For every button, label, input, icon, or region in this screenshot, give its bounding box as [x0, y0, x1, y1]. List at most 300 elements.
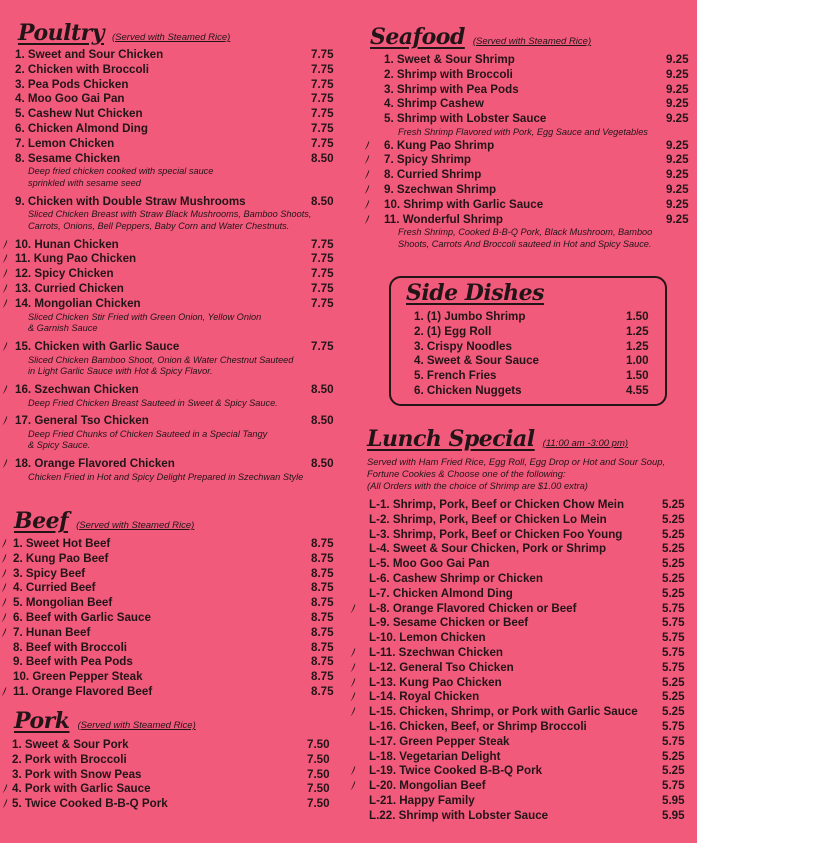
menu-item-name: 3. Spicy Beef	[13, 566, 86, 580]
menu-item-row	[340, 661, 690, 676]
menu-item-name: 10. Shrimp with Garlic Sauce	[384, 197, 544, 211]
menu-item-name: 1. Sweet Hot Beef	[13, 537, 111, 550]
chili-pepper-icon	[2, 341, 8, 352]
menu-item	[0, 92, 340, 107]
menu-item-row	[400, 384, 660, 399]
menu-item-name: 2. Kung Pao Beef	[13, 551, 109, 565]
menu-item-price: 5.75	[662, 631, 685, 645]
chili-pepper-icon	[2, 253, 8, 264]
menu-item-description: in Light Garlic Sauce with Hot & Spicy Flavor.	[28, 366, 213, 377]
menu-item-name: 4. Pork with Garlic Sauce	[12, 782, 151, 796]
menu-item-name: 2. (1) Egg Roll	[414, 324, 492, 338]
menu-item	[360, 139, 695, 154]
menu-item	[0, 670, 340, 685]
menu-item-name: 8. Sesame Chicken	[15, 151, 121, 165]
menu-item	[0, 782, 340, 797]
menu-item-row	[0, 252, 340, 267]
menu-item-price: 8.75	[311, 551, 334, 565]
menu-item-name: 7. Lemon Chicken	[15, 136, 115, 150]
menu-item	[340, 572, 690, 587]
menu-item-price: 9.25	[666, 182, 689, 196]
menu-item	[360, 153, 695, 168]
chili-pepper-icon	[1, 627, 7, 638]
menu-item-row	[0, 537, 340, 552]
chili-pepper-icon	[350, 677, 356, 688]
menu-item-description: Chicken Fried in Hot and Spicy Delight Prepared in Szechwan Style	[28, 471, 304, 482]
menu-item-name: L-12. General Tso Chicken	[369, 660, 514, 674]
menu-item-price: 8.75	[311, 537, 334, 550]
menu-item	[0, 252, 340, 267]
menu-item-row	[340, 764, 690, 779]
menu-item-name: 3. Pea Pods Chicken	[15, 77, 129, 91]
menu-item-price: 5.25	[662, 690, 685, 704]
menu-item-price: 8.75	[311, 684, 334, 698]
menu-item-name: 6. Kung Pao Shrimp	[384, 138, 495, 152]
menu-item-name: 5. Twice Cooked B-B-Q Pork	[12, 797, 168, 811]
menu-item-name: 8. Curried Shrimp	[384, 168, 482, 182]
menu-item-price: 5.25	[662, 586, 685, 600]
pork-title: Pork	[14, 708, 70, 734]
menu-item-row	[0, 768, 340, 783]
menu-item-price: 7.75	[311, 296, 334, 310]
menu-item-price: 5.75	[662, 645, 685, 659]
menu-item-name: 10. Green Pepper Steak	[13, 670, 143, 684]
seafood-note: (Served with Steamed Rice)	[472, 36, 592, 47]
menu-item-price: 9.25	[666, 138, 689, 152]
menu-item-row	[0, 738, 340, 753]
menu-item-description: Deep fried chicken cooked with special sauce	[28, 166, 214, 177]
menu-item-row	[0, 753, 340, 768]
menu-item-row	[0, 340, 340, 355]
menu-item-price: 9.25	[666, 97, 689, 111]
menu-item-price: 5.25	[662, 542, 685, 556]
menu-item-name: L-21. Happy Family	[369, 793, 475, 807]
menu-item-row	[0, 383, 340, 398]
chili-pepper-icon	[364, 154, 370, 165]
menu-item-price: 5.75	[662, 660, 685, 674]
menu-item-name: 6. Beef with Garlic Sauce	[13, 610, 151, 624]
menu-item-row	[360, 198, 695, 213]
menu-item-price: 8.75	[311, 625, 334, 639]
menu-item-price: 5.25	[662, 527, 685, 541]
menu-item	[340, 528, 690, 543]
menu-item-price: 9.25	[666, 112, 689, 126]
menu-item-price: 8.50	[311, 382, 334, 396]
menu-item-price: 9.25	[666, 82, 689, 96]
menu-item	[0, 267, 340, 282]
menu-item-row	[360, 139, 695, 154]
menu-item	[360, 68, 695, 83]
menu-item-row	[0, 641, 340, 656]
menu-item	[0, 685, 340, 700]
menu-item-name: 6. Chicken Almond Ding	[15, 121, 148, 135]
menu-item-price: 5.25	[662, 749, 685, 763]
menu-item-price: 1.25	[626, 324, 649, 338]
menu-item-row	[0, 48, 340, 63]
menu-item	[360, 112, 695, 138]
menu-item-price: 7.75	[311, 267, 334, 281]
menu-item-price: 7.50	[307, 782, 330, 796]
menu-item-price: 4.55	[626, 383, 649, 397]
menu-item-price: 8.50	[311, 194, 334, 208]
menu-item-row	[0, 414, 340, 429]
chili-pepper-icon	[350, 765, 356, 776]
menu-item-name: 1. Sweet & Sour Shrimp	[384, 53, 515, 66]
pork-note: (Served with Steamed Rice)	[77, 720, 196, 731]
menu-item	[360, 183, 695, 198]
seafood-header	[370, 24, 591, 50]
menu-item	[0, 738, 340, 753]
menu-item	[0, 152, 340, 190]
menu-item-name: 8. Beef with Broccoli	[13, 640, 128, 654]
menu-item	[340, 646, 690, 661]
menu-item-name: L.22. Shrimp with Lobster Sauce	[369, 808, 549, 822]
menu-item-price: 7.50	[307, 767, 330, 781]
menu-item	[0, 457, 340, 483]
menu-item-price: 5.95	[662, 808, 685, 822]
menu-item-price: 5.75	[662, 616, 685, 630]
chili-pepper-icon	[364, 214, 370, 225]
menu-item-description: Sliced Chicken Breast with Straw Black Mushrooms, Bamboo Shoots,	[28, 209, 312, 220]
chili-pepper-icon	[350, 662, 356, 673]
menu-item-price: 7.75	[311, 237, 334, 251]
chili-pepper-icon	[350, 706, 356, 717]
menu-item-description: Fresh Shrimp, Cooked B-B-Q Pork, Black Mushroom, Bamboo	[398, 227, 653, 238]
menu-item-row	[0, 670, 340, 685]
menu-item-price: 5.25	[662, 764, 685, 778]
menu-item-name: L-13. Kung Pao Chicken	[369, 675, 502, 689]
menu-item-name: L-18. Vegetarian Delight	[369, 749, 501, 763]
menu-item-price: 8.75	[311, 670, 334, 684]
chili-pepper-icon	[2, 268, 8, 279]
chili-pepper-icon	[1, 538, 7, 549]
menu-item-row	[340, 809, 690, 824]
menu-item-row	[360, 53, 695, 68]
menu-item	[400, 354, 660, 369]
menu-item-row	[340, 616, 690, 631]
menu-item-name: 5. Cashew Nut Chicken	[15, 107, 143, 121]
menu-item-row	[0, 297, 340, 312]
menu-item-row	[340, 498, 690, 513]
chili-pepper-icon	[364, 140, 370, 151]
beef-note: (Served with Steamed Rice)	[76, 520, 195, 531]
menu-item-name: L-2. Shrimp, Pork, Beef or Chicken Lo Mein	[369, 512, 607, 526]
chili-pepper-icon	[2, 239, 8, 250]
menu-item-description: Carrots, Onions, Bell Peppers, Baby Corn and Water Chestnuts.	[28, 220, 290, 231]
menu-item-name: L-20. Mongolian Beef	[369, 779, 486, 793]
menu-item	[340, 676, 690, 691]
menu-item-price: 5.25	[662, 512, 685, 526]
menu-item-row	[0, 267, 340, 282]
menu-item-name: 4. Moo Goo Gai Pan	[15, 92, 125, 106]
menu-item-name: L-10. Lemon Chicken	[369, 631, 486, 645]
menu-item	[340, 513, 690, 528]
menu-item	[340, 616, 690, 631]
menu-item-price: 7.75	[311, 107, 334, 121]
menu-item	[0, 238, 340, 253]
menu-item	[340, 602, 690, 617]
menu-item	[0, 655, 340, 670]
menu-item-row	[340, 646, 690, 661]
poultry-list	[0, 48, 340, 483]
menu-item	[360, 198, 695, 213]
seafood-title: Seafood	[370, 24, 465, 50]
menu-item	[0, 340, 340, 378]
menu-item-price: 8.75	[311, 610, 334, 624]
menu-item-price: 9.25	[666, 168, 689, 182]
menu-item-price: 1.50	[626, 310, 649, 323]
menu-item	[0, 383, 340, 409]
menu-item-row	[0, 626, 340, 641]
menu-item	[340, 542, 690, 557]
menu-item-row	[360, 68, 695, 83]
menu-item	[0, 611, 340, 626]
menu-item-name: 5. Mongolian Beef	[13, 596, 113, 610]
menu-item-price: 5.75	[662, 734, 685, 748]
chili-pepper-icon	[350, 780, 356, 791]
menu-item-price: 7.75	[311, 77, 334, 91]
menu-item	[0, 414, 340, 452]
poultry-note: (Served with Steamed Rice)	[112, 32, 231, 43]
menu-item	[340, 720, 690, 735]
menu-item-row	[340, 750, 690, 765]
menu-item-name: 2. Pork with Broccoli	[12, 752, 127, 766]
menu-item-row	[0, 152, 340, 167]
chili-pepper-icon	[2, 783, 8, 794]
menu-item	[400, 325, 660, 340]
menu-item-price: 5.75	[662, 719, 685, 733]
menu-item-description: Shoots, Carrots And Broccoli sauteed in Hot and Spicy Sauce.	[398, 238, 652, 249]
chili-pepper-icon	[1, 612, 7, 623]
lunch-special-intro	[367, 456, 665, 493]
menu-item-price: 7.75	[311, 62, 334, 76]
beef-title: Beef	[14, 508, 69, 534]
menu-item	[340, 587, 690, 602]
menu-item-price: 9.25	[666, 197, 689, 211]
menu-item-price: 9.25	[666, 53, 689, 66]
menu-item-price: 5.25	[662, 675, 685, 689]
side-dishes-list	[400, 310, 660, 399]
side-dishes-title: Side Dishes	[406, 280, 544, 306]
chili-pepper-icon	[350, 603, 356, 614]
menu-item-row	[360, 97, 695, 112]
lunch-special-header	[367, 426, 628, 452]
menu-item	[0, 641, 340, 656]
menu-item	[0, 552, 340, 567]
menu-item-row	[360, 112, 695, 127]
menu-item-row	[360, 168, 695, 183]
menu-item	[0, 63, 340, 78]
menu-item-price: 7.75	[311, 339, 334, 353]
menu-item-price: 8.50	[311, 151, 334, 165]
menu-item-name: 14. Mongolian Chicken	[15, 296, 141, 310]
menu-item	[340, 498, 690, 513]
menu-item	[0, 122, 340, 137]
menu-item-name: 3. Crispy Noodles	[414, 339, 512, 353]
menu-item-price: 8.75	[311, 640, 334, 654]
menu-item-row	[400, 354, 660, 369]
menu-item-row	[0, 655, 340, 670]
menu-item-name: 3. Pork with Snow Peas	[12, 767, 142, 781]
chili-pepper-icon	[1, 568, 7, 579]
menu-item-price: 9.25	[666, 212, 689, 226]
menu-item-price: 7.50	[307, 797, 330, 811]
menu-item	[0, 107, 340, 122]
menu-item	[0, 581, 340, 596]
menu-item-row	[360, 183, 695, 198]
menu-item-name: 18. Orange Flavored Chicken	[15, 457, 175, 471]
menu-item-price: 5.75	[662, 779, 685, 793]
menu-item-name: 1. Sweet & Sour Pork	[12, 738, 129, 751]
menu-item-name: 16. Szechwan Chicken	[15, 382, 139, 396]
menu-item	[360, 213, 695, 251]
menu-item-row	[340, 513, 690, 528]
menu-item-price: 7.75	[311, 136, 334, 150]
menu-item-row	[340, 572, 690, 587]
menu-item	[360, 97, 695, 112]
menu-item-name: 9. Szechwan Shrimp	[384, 182, 497, 196]
menu-item-row	[360, 213, 695, 228]
chili-pepper-icon	[364, 199, 370, 210]
menu-item-row	[340, 705, 690, 720]
menu-item-name: L-14. Royal Chicken	[369, 690, 480, 704]
menu-item	[0, 537, 340, 552]
menu-item-row	[340, 735, 690, 750]
menu-item-name: 4. Shrimp Cashew	[384, 97, 484, 111]
menu-item-name: L-4. Sweet & Sour Chicken, Pork or Shrimp	[369, 542, 607, 556]
menu-item-name: 5. French Fries	[414, 369, 497, 383]
menu-item-row	[0, 78, 340, 93]
menu-item-name: 4. Sweet & Sour Sauce	[414, 354, 540, 368]
menu-item-name: L-6. Cashew Shrimp or Chicken	[369, 571, 543, 585]
menu-item	[400, 340, 660, 355]
pork-header	[14, 708, 196, 734]
lunch-intro-line: Served with Ham Fried Rice, Egg Roll, Egg Drop or Hot and Sour Soup,	[367, 456, 666, 467]
menu-item-name: 13. Curried Chicken	[15, 281, 124, 295]
menu-item	[360, 53, 695, 68]
menu-item	[0, 797, 340, 812]
menu-item	[400, 384, 660, 399]
menu-item	[400, 310, 660, 325]
chili-pepper-icon	[364, 169, 370, 180]
menu-item-name: L-16. Chicken, Beef, or Shrimp Broccoli	[369, 719, 587, 733]
menu-item-price: 8.75	[311, 581, 334, 595]
menu-item-price: 5.25	[662, 705, 685, 719]
menu-item-name: 7. Spicy Shrimp	[384, 153, 471, 167]
menu-item	[340, 705, 690, 720]
menu-item-price: 5.95	[662, 793, 685, 807]
menu-item-row	[340, 631, 690, 646]
menu-item	[340, 794, 690, 809]
menu-item-description: Deep Fried Chunks of Chicken Sauteed in a Special Tangy	[28, 428, 268, 439]
menu-item-price: 7.50	[307, 738, 330, 751]
poultry-header	[18, 20, 230, 46]
menu-item-row	[340, 690, 690, 705]
menu-item-description: sprinkled with sesame seed	[28, 177, 141, 188]
menu-item	[400, 369, 660, 384]
menu-item-price: 8.75	[311, 596, 334, 610]
menu-item-row	[0, 282, 340, 297]
menu-item-price: 7.75	[311, 252, 334, 266]
menu-item	[340, 750, 690, 765]
lunch-special-title: Lunch Special	[367, 426, 535, 452]
menu-item	[0, 282, 340, 297]
menu-item-price: 9.25	[666, 67, 689, 81]
menu-item	[340, 809, 690, 824]
menu-item-name: L-3. Shrimp, Pork, Beef or Chicken Foo Young	[369, 527, 623, 541]
menu-item-name: L-15. Chicken, Shrimp, or Pork with Garlic Sauce	[369, 705, 638, 719]
chili-pepper-icon	[1, 597, 7, 608]
menu-item-row	[340, 528, 690, 543]
menu-item-name: 9. Beef with Pea Pods	[13, 655, 133, 669]
chili-pepper-icon	[2, 384, 8, 395]
chili-pepper-icon	[350, 647, 356, 658]
menu-item-name: 2. Shrimp with Broccoli	[384, 67, 513, 81]
menu-item-name: L-7. Chicken Almond Ding	[369, 586, 513, 600]
menu-item-name: 1. Sweet and Sour Chicken	[15, 48, 164, 61]
menu-item	[0, 768, 340, 783]
menu-item-row	[360, 83, 695, 98]
menu-item-row	[0, 552, 340, 567]
menu-item	[0, 567, 340, 582]
menu-item-row	[340, 676, 690, 691]
menu-item-row	[0, 685, 340, 700]
menu-item-name: 11. Kung Pao Chicken	[15, 252, 137, 266]
menu-item-description: Sliced Chicken Bamboo Shoot, Onion & Water Chestnut Sauteed	[28, 354, 294, 365]
menu-item-name: 3. Shrimp with Pea Pods	[384, 82, 519, 96]
menu-item-name: 12. Spicy Chicken	[15, 267, 114, 281]
menu-item	[340, 661, 690, 676]
lunch-intro-line: Fortune Cookies & Choose one of the following:	[367, 468, 566, 480]
lunch-special-list	[340, 498, 690, 824]
menu-item-price: 5.25	[662, 557, 685, 571]
menu-item	[340, 779, 690, 794]
side-dishes-header	[406, 280, 544, 306]
chili-pepper-icon	[1, 553, 7, 564]
menu-item	[340, 631, 690, 646]
menu-item-row	[0, 122, 340, 137]
chili-pepper-icon	[1, 582, 7, 593]
menu-item-name: L-19. Twice Cooked B-B-Q Pork	[369, 764, 543, 778]
menu-item-name: L-17. Green Pepper Steak	[369, 734, 510, 748]
menu-item-row	[0, 581, 340, 596]
menu-item-row	[0, 137, 340, 152]
menu-item-name: L-5. Moo Goo Gai Pan	[369, 557, 490, 571]
menu-item-row	[400, 369, 660, 384]
menu-item-row	[340, 720, 690, 735]
menu-item	[340, 557, 690, 572]
menu-item-row	[0, 797, 340, 812]
menu-item-name: 11. Orange Flavored Beef	[13, 684, 153, 698]
menu-item-description: Deep Fried Chicken Breast Sauteed in Sweet & Spicy Sauce.	[28, 397, 278, 408]
menu-item-price: 5.75	[662, 601, 685, 615]
menu-item-name: 4. Curried Beef	[13, 581, 96, 595]
chili-pepper-icon	[2, 298, 8, 309]
chili-pepper-icon	[2, 415, 8, 426]
menu-item-price: 7.75	[311, 281, 334, 295]
menu-item-description: Fresh Shrimp Flavored with Pork, Egg Sauce and Vegetables	[398, 126, 648, 137]
menu-item-row	[0, 63, 340, 78]
menu-item-price: 7.75	[311, 92, 334, 106]
menu-item-price: 1.25	[626, 339, 649, 353]
menu-item	[0, 195, 340, 233]
menu-item	[0, 596, 340, 611]
menu-item-name: L-8. Orange Flavored Chicken or Beef	[369, 601, 577, 615]
menu-item-price: 5.25	[662, 498, 685, 511]
chili-pepper-icon	[1, 686, 7, 697]
menu-item	[340, 764, 690, 779]
menu-item-name: 9. Chicken with Double Straw Mushrooms	[15, 194, 246, 208]
